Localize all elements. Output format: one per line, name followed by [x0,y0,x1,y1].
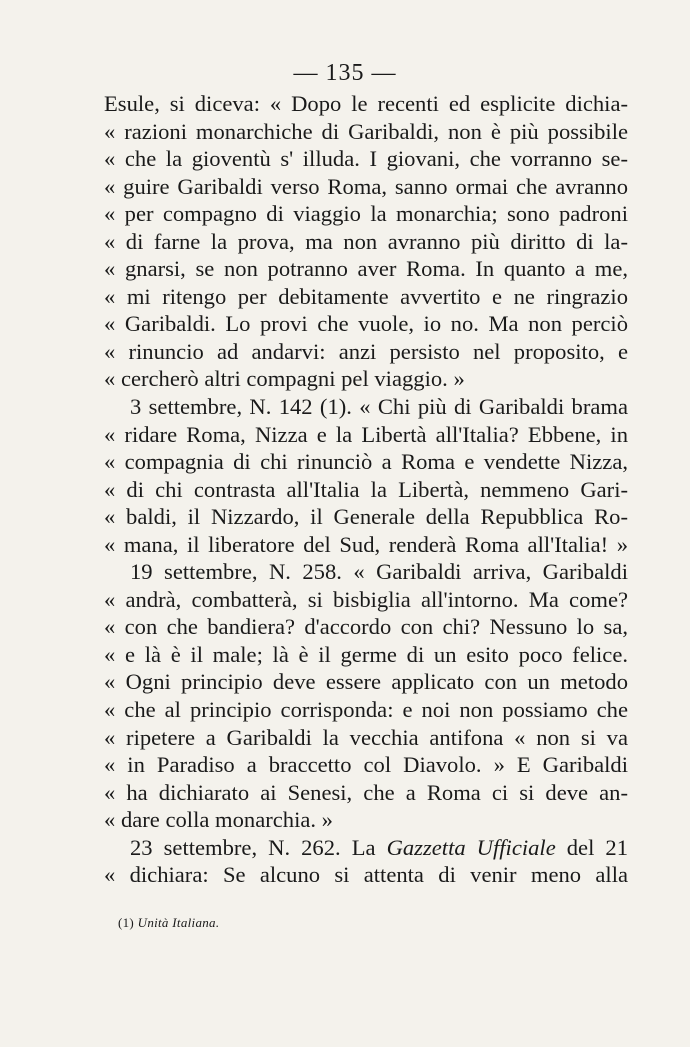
text-line: « che la gioventù s' illuda. I giovani, che vorranno se- [104,146,628,172]
text-line: 3 settembre, N. 142 (1). « Chi più di Garibaldi brama [130,394,628,420]
text-line: « che al principio corrisponda: e noi non possiamo che [104,697,628,723]
text-line: « per compagno di viaggio la monarchia; sono padroni [104,201,628,227]
text-line: « mana, il liberatore del Sud, renderà Roma all'Italia! » [104,531,628,557]
footnote-marker: (1) [118,915,135,930]
text-line: « di chi contrasta all'Italia la Libertà, nemmeno Gari- [104,476,628,502]
text-line: « ridare Roma, Nizza e la Libertà all'Italia? Ebbene, in [104,421,628,447]
text-line: « rinuncio ad andarvi: anzi persisto nel proposito, e [104,338,628,364]
text-line: « guire Garibaldi verso Roma, sanno ormai che avranno [104,173,628,199]
text-line [104,834,628,862]
text-line: « cercherò altri compagni pel viaggio. » [104,366,465,392]
text-line: « Ogni principio deve essere applicato con un metodo [104,669,628,695]
footnote [118,915,219,931]
text-line: 19 settembre, N. 258. « Garibaldi arriva, Garibaldi [130,559,628,585]
text-line: « con che bandiera? d'accordo con chi? Nessuno lo sa, [104,614,628,640]
text-line: Esule, si diceva: « Dopo le recenti ed esplicite dichia- [104,91,628,116]
text-line: « compagnia di chi rinunciò a Roma e vendette Nizza, [104,449,628,475]
text-line: « ripetere a Garibaldi la vecchia antifona « non si va [104,724,628,750]
footnote-text: Unità Italiana. [137,915,220,930]
text-line: « di farne la prova, ma non avranno più diritto di la- [104,228,628,254]
text-line: « in Paradiso a braccetto col Diavolo. » E Garibaldi [104,752,628,778]
text-line: « Garibaldi. Lo provi che vuole, io no. Ma non perciò [104,311,628,337]
text-line: « andrà, combatterà, si bisbiglia all'intorno. Ma come? [104,586,628,612]
text-segment: del 21 [555,834,628,860]
text-line: « baldi, il Nizzardo, il Generale della Repubblica Ro- [104,504,628,530]
text-line: « e là è il male; là è il germe di un esito poco felice. [104,641,628,667]
text-line: « gnarsi, se non potranno aver Roma. In quanto a me, [104,256,628,282]
italic-title: Gazzetta Ufficiale [386,834,556,860]
text-line: « ha dichiarato ai Senesi, che a Roma ci si deve an- [104,779,628,805]
page-number: — 135 — [293,60,397,86]
text-line: « dichiara: Se alcuno si attenta di venir meno alla [104,862,628,888]
text-line: « dare colla monarchia. » [104,807,333,833]
text-line: « razioni monarchiche di Garibaldi, non è più possibile [104,118,628,144]
text-line: « mi ritengo per debitamente avvertito e ne ringrazio [104,283,628,309]
body-text [104,90,628,889]
text-segment: 23 settembre, N. 262. La [130,834,387,860]
